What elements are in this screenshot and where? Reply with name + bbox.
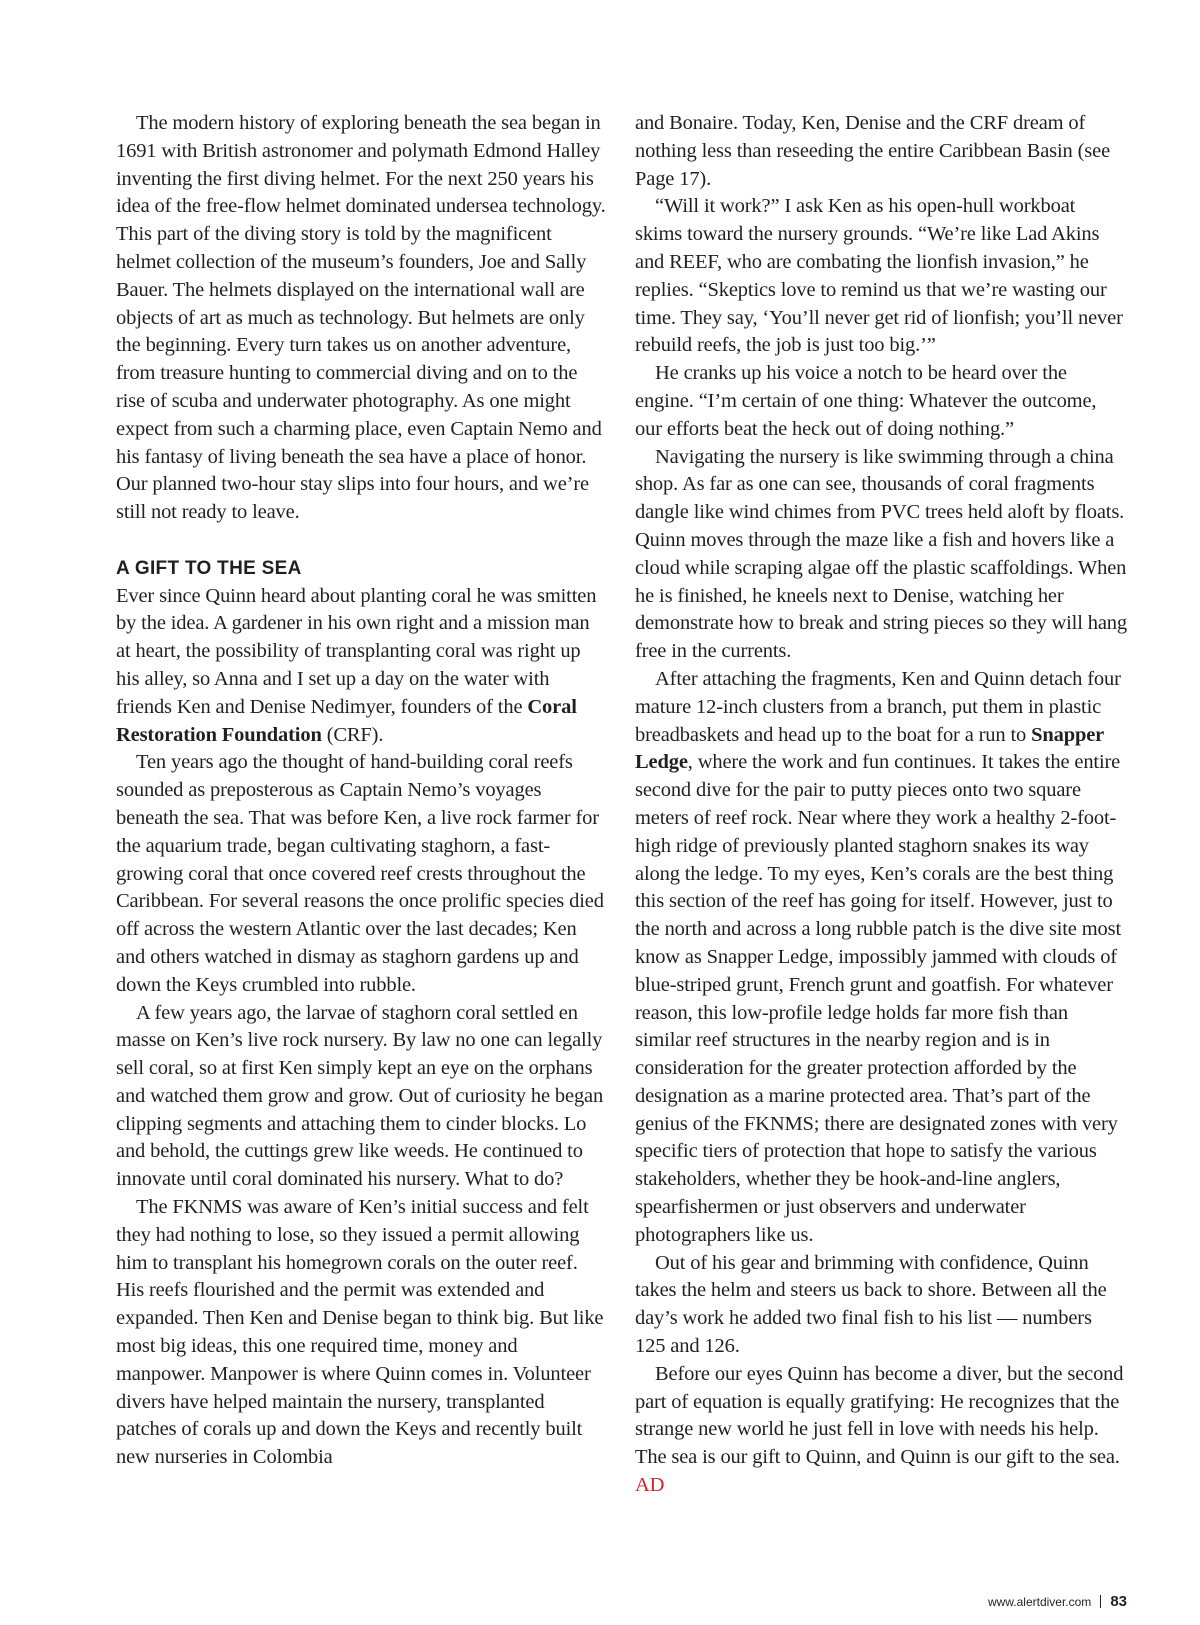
- page-number: 83: [1110, 1593, 1127, 1610]
- paragraph: Navigating the nursery is like swimming through a china shop. As far as one can see, thousands of coral fragments dangle like wind chimes from PVC trees held aloft by floats. Quinn moves through the maze like a fish and hovers like a cloud while scraping algae off the plastic scaffoldings. When he is finished, he kneels next to Denise, watching her demonstrate how to break and string pieces so they will hang free in the currents.: [635, 445, 1127, 663]
- paragraph: Ever since Quinn heard about planting coral he was smitten by the idea. A gardener in his own right and a mission man at heart, the possibility of transplanting coral was right up his alley, so Anna and I set up a day on the water with friends Ken and Denise Nedimyer, founders of the Coral Restoration Foundation (CRF).: [116, 584, 597, 746]
- article-column-right: [635, 110, 1127, 1500]
- paragraph: After attaching the fragments, Ken and Quinn detach four mature 12-inch clusters from a branch, put them in plastic breadbaskets and head up to the boat for a run to Snapper Ledge, where the work and fun continues. It takes the entire second dive for the pair to putty pieces onto two square meters of reef rock. Near where they work a healthy 2-foot-high ridge of previously planted staghorn snakes its way along the ledge. To my eyes, Ken’s corals are the best thing this section of the reef has going for itself. However, just to the north and across a long rubble patch is the dive site most know as Snapper Ledge, impossibly jammed with clouds of blue-striped grunt, French grunt and goatfish. For whatever reason, this low-profile ledge holds far more fish than similar reef structures in the nearby region and is in consideration for the greater protection afforded by the designation as a marine protected area. That’s part of the genius of the FKNMS; there are designated zones with very specific tiers of protection that hope to satisfy the various stakeholders, whether they be hook-and-line anglers, spearfishermen or just observers and underwater photographers like us.: [635, 667, 1122, 1246]
- paragraph: “Will it work?” I ask Ken as his open-hull workboat skims toward the nursery grounds. “We’re like Lad Akins and REEF, who are combating the lionfish invasion,” he replies. “Skeptics love to remind us that we’re wasting our time. They say, ‘You’ll never get rid of lionfish; you’ll never rebuild reefs, the job is just too big.’”: [635, 195, 1123, 357]
- paragraph: A few years ago, the larvae of staghorn coral settled en masse on Ken’s live rock nursery. By law no one can legally sell coral, so at first Ken simply kept an eye on the orphans and watched them grow and grow. Out of curiosity he began clipping segments and attaching them to cinder blocks. Lo and behold, the cuttings grew like weeds. He continued to innovate until coral dominated his nursery. What to do?: [116, 1001, 604, 1191]
- end-signoff: AD: [635, 1474, 665, 1497]
- paragraph: and Bonaire. Today, Ken, Denise and the CRF dream of nothing less than reseeding the entire Caribbean Basin (see Page 17).: [635, 112, 1111, 190]
- bold-org-name: Coral Restoration Foundation: [116, 695, 577, 746]
- footer-url[interactable]: www.alertdiver.com: [987, 1595, 1092, 1609]
- article-column-left: [116, 110, 606, 1472]
- paragraph: He cranks up his voice a notch to be heard over the engine. “I’m certain of one thing: Whatever the outcome, our efforts beat the heck out of doing nothing.”: [635, 362, 1097, 440]
- section-heading: A GIFT TO THE SEA: [116, 557, 302, 579]
- paragraph: Before our eyes Quinn has become a diver, but the second part of equation is equally gratifying: He recognizes that the strange new world he just fell in love with needs his help. The sea is our gift to Quinn, and Quinn is our gift to the sea. AD: [635, 1362, 1124, 1497]
- paragraph: Out of his gear and brimming with confidence, Quinn takes the helm and steers us back to shore. Between all the day’s work he added two final fish to his list — numbers 125 and 126.: [635, 1251, 1107, 1358]
- footer-divider: [1100, 1595, 1101, 1608]
- bold-site-name: Snapper Ledge: [635, 723, 1104, 774]
- page-footer: [900, 1593, 1127, 1611]
- paragraph: The FKNMS was aware of Ken’s initial success and felt they had nothing to lose, so they issued a permit allowing him to transplant his homegrown corals on the outer reef. His reefs flourished and the permit was extended and expanded. Then Ken and Denise began to think big. But like most big ideas, this one required time, money and manpower. Manpower is where Quinn comes in. Volunteer divers have helped maintain the nursery, transplanted patches of corals up and down the Keys and recently built new nurseries in Colombia: [116, 1196, 604, 1469]
- paragraph: Ten years ago the thought of hand-building coral reefs sounded as preposterous as Captain Nemo’s voyages beneath the sea. That was before Ken, a live rock farmer for the aquarium trade, began cultivating staghorn, a fast-growing coral that once covered reef crests throughout the Caribbean. For several reasons the once prolific species died off across the western Atlantic over the last decades; Ken and others watched in dismay as staghorn gardens up and down the Keys crumbled into rubble.: [116, 751, 604, 996]
- paragraph: The modern history of exploring beneath the sea began in 1691 with British astronomer and polymath Edmond Halley inventing the first diving helmet. For the next 250 years his idea of the free-flow helmet dominated undersea technology. This part of the diving story is told by the magnificent helmet collection of the museum’s founders, Joe and Sally Bauer. The helmets displayed on the international wall are objects of art as much as technology. But helmets are only the beginning. Every turn takes us on another adventure, from treasure hunting to commercial diving and on to the rise of scuba and underwater photography. As one might expect from such a charming place, even Captain Nemo and his fantasy of living beneath the sea have a place of honor. Our planned two-hour stay slips into four hours, and we’re still not ready to leave.: [116, 112, 606, 524]
